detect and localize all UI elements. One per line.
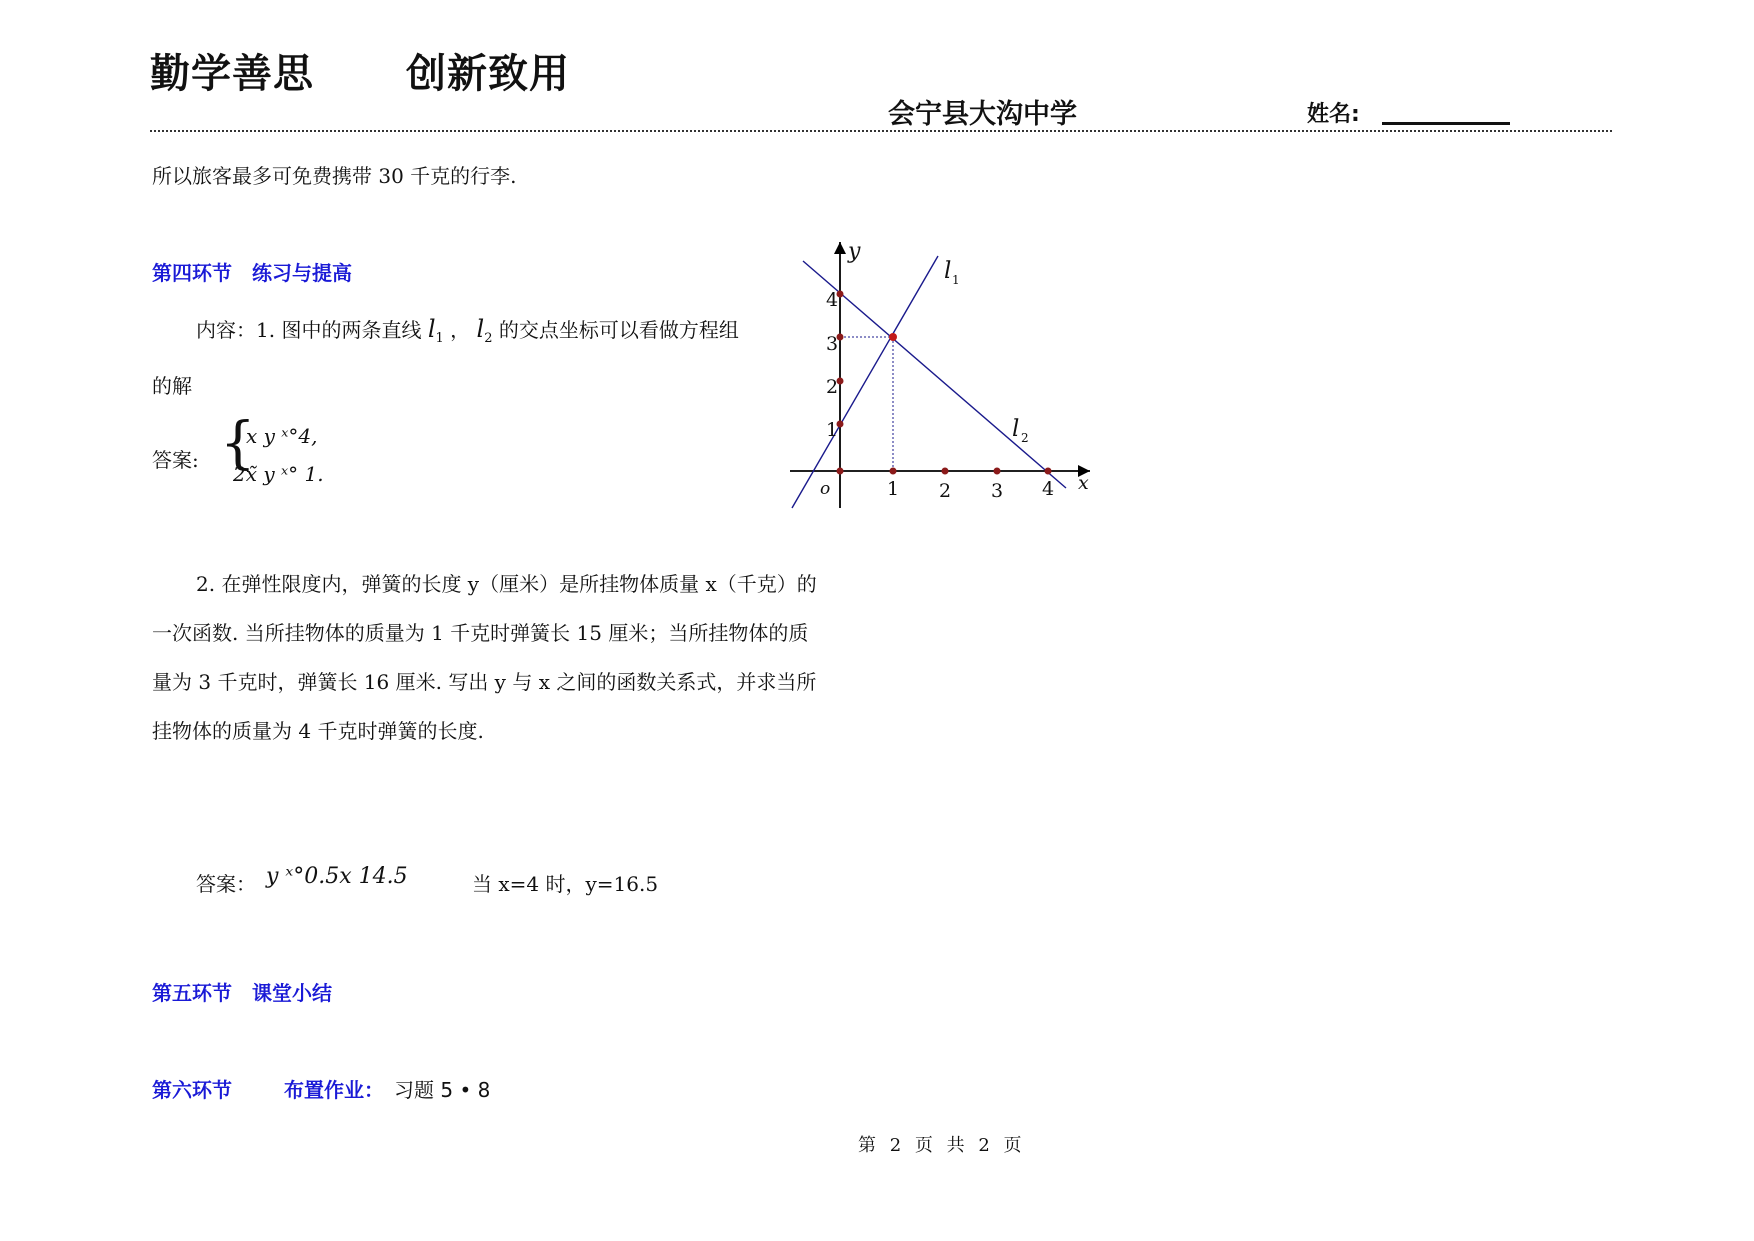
motto-left: 勤学善思 [150, 51, 314, 97]
answer2-equation: y ˣ°0.5x 14.5 [266, 864, 408, 889]
question1-suffix: 的交点坐标可以看做方程组 [498, 318, 739, 342]
question2-line-3: 量为 3 千克时，弹簧长 16 厘米. 写出 y 与 x 之间的函数关系式，并求当所 [152, 670, 817, 694]
intro-line: 所以旅客最多可免费携带 30 千克的行李. [152, 164, 517, 188]
section6-heading: 第六环节 [152, 1078, 232, 1102]
point-origin [837, 468, 844, 475]
motto-right: 创新致用 [406, 51, 570, 97]
x-tick-2: 2 [939, 480, 952, 502]
name-label: 姓名: [1307, 102, 1360, 127]
section4-heading: 第四环节 练习与提高 [152, 261, 352, 285]
point-x2 [942, 468, 949, 475]
equation-line-2: 2x̃ y ˣ° 1. [233, 462, 324, 486]
line1-subscript: 1 [435, 331, 444, 346]
question1-continuation: 的解 [152, 374, 192, 398]
line2-symbol: l [476, 315, 485, 343]
y-axis-arrow-icon [834, 242, 846, 254]
l1-label-sub: 1 [952, 273, 960, 287]
y-tick-3: 3 [826, 333, 839, 355]
equation-line-1: x y ˣ°4, [246, 424, 318, 448]
x-tick-3: 3 [991, 480, 1004, 502]
x-tick-4: 4 [1042, 478, 1055, 500]
line2-subscript: 2 [484, 331, 493, 346]
school-name: 会宁县大沟中学 [888, 99, 1077, 130]
line1-symbol: l [427, 315, 436, 343]
question2-line-4: 挂物体的质量为 4 千克时弹簧的长度. [152, 719, 484, 743]
y-axis-label: y [848, 239, 861, 264]
homework-text: 习题 5 • 8 [394, 1078, 491, 1102]
question1-prefix: 内容：1. 图中的两条直线 [196, 318, 422, 342]
x-tick-1: 1 [887, 478, 900, 500]
y-tick-4: 4 [826, 289, 839, 311]
coordinate-graph [790, 238, 1100, 516]
y-tick-1: 1 [826, 419, 839, 441]
answer1-label: 答案: [152, 448, 199, 472]
name-blank-line [1382, 122, 1510, 125]
header-divider [150, 130, 1612, 132]
question2-line-1: 2. 在弹性限度内，弹簧的长度 y（厘米）是所挂物体质量 x（千克）的 [196, 572, 817, 596]
question1-text [196, 314, 739, 346]
l2-label: l [1012, 416, 1020, 442]
section5-heading: 第五环节 课堂小结 [152, 981, 332, 1005]
page-footer: 第 2 页 共 2 页 [858, 1135, 1026, 1156]
point-x3 [994, 468, 1001, 475]
section6-subheading: 布置作业： [284, 1078, 384, 1102]
equation-system-brace: { [220, 411, 256, 476]
point-x1 [890, 468, 897, 475]
answer2-label: 答案： [196, 872, 256, 896]
question1-separator: ， [450, 318, 471, 342]
l2-label-sub: 2 [1021, 431, 1029, 445]
l1-label: l [944, 258, 952, 284]
question2-line-2: 一次函数. 当所挂物体的质量为 1 千克时弹簧长 15 厘米；当所挂物体的质 [152, 621, 809, 645]
origin-label: o [820, 479, 831, 499]
answer2-evaluation: 当 x=4 时，y=16.5 [472, 872, 659, 896]
point-intersection [889, 333, 897, 341]
x-axis-label: x [1078, 472, 1089, 494]
point-x4 [1045, 468, 1052, 475]
y-tick-2: 2 [826, 376, 839, 398]
